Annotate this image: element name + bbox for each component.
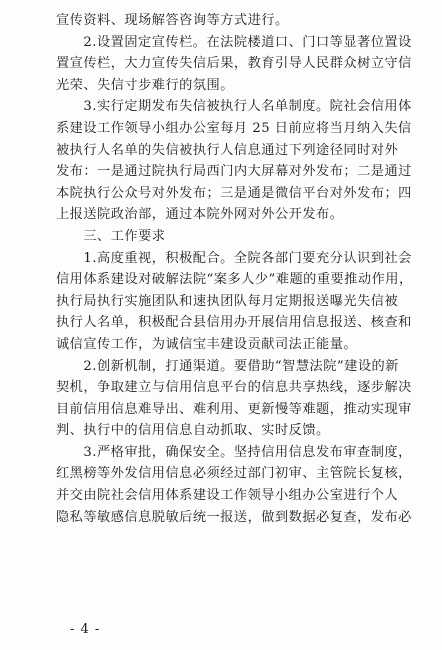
text-line: 隐私等敏感信息脱敏后统一报送，做到数据必复查，发布必 [56, 509, 412, 525]
text-line: 2.创新机制，打通渠道。要借助“智慧法院”建设的新 [56, 358, 399, 374]
text-line: 契机，争取建立与信用信息平台的信息共享热线，逐步解决 [56, 380, 412, 396]
text-line: 宣传资料、现场解答咨询等方式进行。 [56, 13, 289, 28]
text-line: 3.实行定期发布失信被执行人名单制度。院社会信用体 [56, 99, 412, 115]
text-line: 目前信用信息难导出、难利用、更新慢等难题，推动实现审 [56, 401, 412, 417]
text-line: 置宣传栏，大力宣传失信后果，教育引导人民群众树立守信 [56, 56, 412, 72]
page-number: - 4 - [70, 622, 101, 637]
text-line: 红黑榜等外发信用信息必须经过部门初审、主管院长复核， [56, 466, 412, 482]
text-line: 本院执行公众号对外发布；三是通是微信平台对外发布；四 [56, 185, 412, 201]
text-line: 并交由院社会信用体系建设工作领导小组办公室进行个人 [56, 488, 399, 504]
text-line: 被执行人名单的失信被执行人信息通过下列途径同时对外 [56, 142, 399, 158]
document-body [56, 10, 412, 528]
text-line: 系建设工作领导小组办公室每月 25 日前应将当月纳入失信 [56, 120, 412, 136]
text-line: 判、执行中的信用信息自动抓取、实时反馈。 [56, 423, 330, 439]
text-line: 执行局执行实施团队和速执团队每月定期报送曝光失信被 [56, 293, 399, 309]
text-line: 执行人名单，积极配合县信用办开展信用信息报送、核查和 [56, 315, 412, 331]
text-line: 1.高度重视，积极配合。全院各部门要充分认识到社会 [56, 250, 412, 266]
text-line: 信用体系建设对破解法院“案多人少”难题的重要推动作用， [56, 272, 413, 288]
section-heading: 三、工作要求 [56, 228, 166, 244]
text-line: 上报送院政治部，通过本院外网对外公开发布。 [56, 207, 344, 223]
text-line: 2.设置固定宣传栏。在法院楼道口、门口等显著位置设 [56, 34, 412, 50]
text-line: 发布：一是通过院执行局西门内大屏幕对外发布；二是通过 [56, 164, 412, 180]
text-line: 3.严格审批，确保安全。坚持信用信息发布审查制度， [56, 444, 412, 460]
text-line: 光荣、失信寸步难行的氛围。 [56, 77, 234, 93]
text-line: 诚信宣传工作，为诚信宝丰建设贡献司法正能量。 [56, 336, 358, 352]
